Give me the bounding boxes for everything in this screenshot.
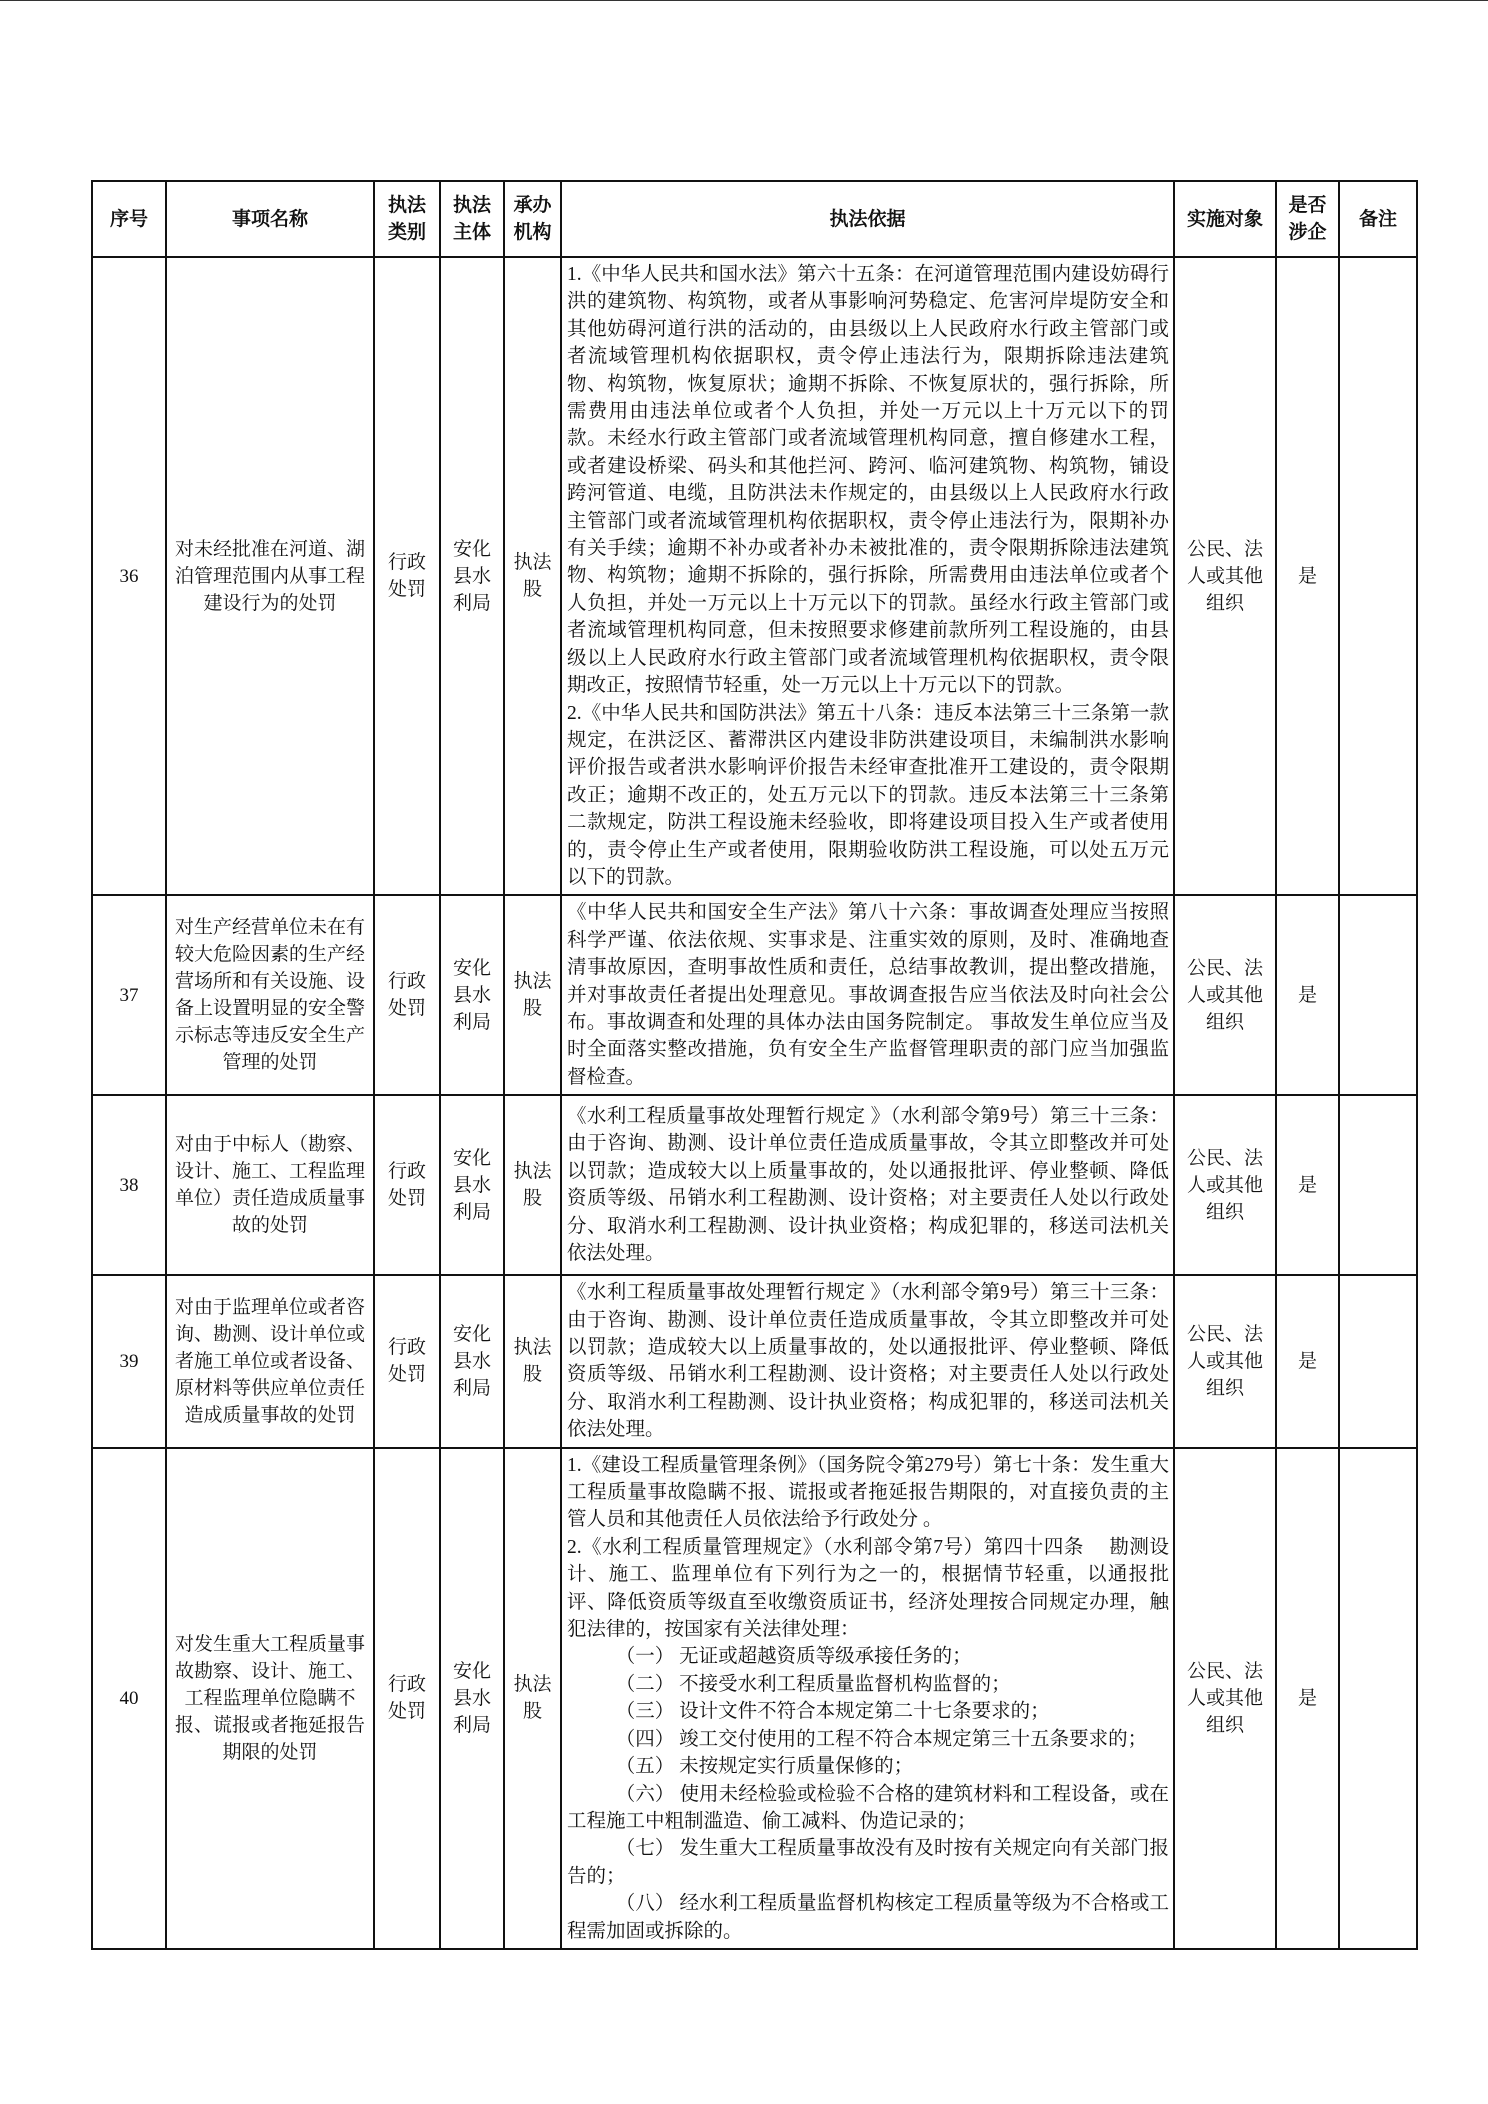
table-row <box>92 1095 1417 1275</box>
enforcement-basis <box>561 257 1174 895</box>
item-name: 对发生重大工程质量事故勘察、设计、施工、工程监理单位隐瞒不报、谎报或者拖延报告期限的处罚 <box>166 1448 374 1949</box>
enforcement-category: 行政处罚 <box>374 1095 440 1275</box>
table-header-row <box>92 181 1417 257</box>
enforcement-subject: 安化县水利局 <box>440 1095 504 1275</box>
handling-unit: 执法股 <box>504 257 561 895</box>
implementation-target: 公民、法人或其他组织 <box>1174 895 1276 1095</box>
implementation-target: 公民、法人或其他组织 <box>1174 1275 1276 1447</box>
remark <box>1339 1448 1417 1949</box>
basis-item: （七） 发生重大工程质量事故没有及时按有关规定向有关部门报告的； <box>567 1838 1169 1887</box>
table-row <box>92 895 1417 1095</box>
basis-item: （二） 不接受水利工程质量监督机构监督的； <box>615 1673 1011 1695</box>
involves-enterprise: 是 <box>1276 1448 1339 1949</box>
handling-unit: 执法股 <box>504 1275 561 1447</box>
handling-unit: 执法股 <box>504 1095 561 1275</box>
enforcement-basis <box>561 1448 1174 1949</box>
header-subject: 执法主体 <box>440 181 504 257</box>
table-row <box>92 257 1417 895</box>
involves-enterprise: 是 <box>1276 895 1339 1095</box>
header-remark: 备注 <box>1339 181 1417 257</box>
enforcement-subject: 安化县水利局 <box>440 1275 504 1447</box>
involves-enterprise: 是 <box>1276 1275 1339 1447</box>
enforcement-category: 行政处罚 <box>374 1275 440 1447</box>
row-number: 39 <box>92 1275 166 1447</box>
row-number: 36 <box>92 257 166 895</box>
header-item-name: 事项名称 <box>166 181 374 257</box>
involves-enterprise: 是 <box>1276 1095 1339 1275</box>
implementation-target: 公民、法人或其他组织 <box>1174 257 1276 895</box>
enforcement-subject: 安化县水利局 <box>440 895 504 1095</box>
basis-paragraph: 《中华人民共和国安全生产法》第八十六条：事故调查处理应当按照科学严谨、依法依规、实事求是、注重实效的原则，及时、准确地查清事故原因，查明事故性质和责任，总结事故教训，提出整改措施，并对事故责任者提出处理意见。事故调查报告应当依法及时向社会公布。事故调查和处理的具体办法由国务院制定。 事故发生单位应当及时全面落实整改措施，负有安全生产监督管理职责的部门应当加强监督检查。 <box>567 902 1169 1088</box>
handling-unit: 执法股 <box>504 1448 561 1949</box>
basis-paragraph: 《水利工程质量事故处理暂行规定 》（水利部令第9号）第三十三条：由于咨询、勘测、设计单位责任造成质量事故，令其立即整改并可处以罚款；造成较大以上质量事故的，处以通报批评、停业整顿、降低资质等级、吊销水利工程勘测、设计资格；对主要责任人处以行政处分、取消水利工程勘测、设计执业资格；构成犯罪的，移送司法机关依法处理。 <box>567 1282 1169 1441</box>
handling-unit: 执法股 <box>504 895 561 1095</box>
enforcement-basis <box>561 1275 1174 1447</box>
row-number: 38 <box>92 1095 166 1275</box>
basis-item: （五） 未按规定实行质量保修的； <box>615 1756 914 1778</box>
implementation-target: 公民、法人或其他组织 <box>1174 1448 1276 1949</box>
enforcement-subject: 安化县水利局 <box>440 1448 504 1949</box>
enforcement-basis <box>561 895 1174 1095</box>
item-name: 对生产经营单位未在有较大危险因素的生产经营场所和有关设施、设备上设置明显的安全警示标志等违反安全生产管理的处罚 <box>166 895 374 1095</box>
row-number: 37 <box>92 895 166 1095</box>
header-basis: 执法依据 <box>561 181 1174 257</box>
basis-paragraph: 2.《水利工程质量管理规定》（水利部令第7号）第四十四条 勘测设计、施工、监理单位有下列行为之一的，根据情节轻重，以通报批评、降低资质等级直至收缴资质证书，经济处理按合同规定办理，触犯法律的，按国家有关法律处理： <box>567 1536 1169 1641</box>
table-row <box>92 1275 1417 1447</box>
basis-paragraph: 1.《建设工程质量管理条例》（国务院令第279号）第七十条：发生重大工程质量事故隐瞒不报、谎报或者拖延报告期限的，对直接负责的主管人员和其他责任人员依法给予行政处分 。 <box>567 1454 1169 1531</box>
law-enforcement-table <box>91 180 1418 1950</box>
basis-paragraph: 《水利工程质量事故处理暂行规定 》（水利部令第9号）第三十三条：由于咨询、勘测、设计单位责任造成质量事故，令其立即整改并可处以罚款；造成较大以上质量事故的，处以通报批评、停业整顿、降低资质等级、吊销水利工程勘测、设计资格；对主要责任人处以行政处分、取消水利工程勘测、设计执业资格；构成犯罪的，移送司法机关依法处理。 <box>567 1105 1169 1264</box>
enforcement-category: 行政处罚 <box>374 257 440 895</box>
involves-enterprise: 是 <box>1276 257 1339 895</box>
item-name: 对由于监理单位或者咨询、勘测、设计单位或者施工单位或者设备、原材料等供应单位责任造成质量事故的处罚 <box>166 1275 374 1447</box>
header-target: 实施对象 <box>1174 181 1276 257</box>
header-category: 执法类别 <box>374 181 440 257</box>
item-name: 对由于中标人（勘察、设计、施工、工程监理单位）责任造成质量事故的处罚 <box>166 1095 374 1275</box>
basis-paragraph: 2.《中华人民共和国防洪法》第五十八条：违反本法第三十三条第一款规定，在洪泛区、蓄滞洪区内建设非防洪建设项目，未编制洪水影响评价报告或者洪水影响评价报告未经审查批准开工建设的，责令限期改正；逾期不改正的，处五万元以下的罚款。违反本法第三十三条第二款规定，防洪工程设施未经验收，即将建设项目投入生产或者使用的，责令停止生产或者使用，限期验收防洪工程设施，可以处五万元以下的罚款。 <box>567 702 1169 888</box>
remark <box>1339 1095 1417 1275</box>
row-number: 40 <box>92 1448 166 1949</box>
remark <box>1339 257 1417 895</box>
table-row <box>92 1448 1417 1949</box>
basis-paragraph: 1.《中华人民共和国水法》第六十五条：在河道管理范围内建设妨碍行洪的建筑物、构筑物，或者从事影响河势稳定、危害河岸堤防安全和其他妨碍河道行洪的活动的，由县级以上人民政府水行政主管部门或者流域管理机构依据职权，责令停止违法行为，限期拆除违法建筑物、构筑物，恢复原状；逾期不拆除、不恢复原状的，强行拆除，所需费用由违法单位或者个人负担，并处一万元以上十万元以下的罚款。未经水行政主管部门或者流域管理机构同意，擅自修建水工程，或者建设桥梁、码头和其他拦河、跨河、临河建筑物、构筑物，铺设跨河管道、电缆，且防洪法未作规定的，由县级以上人民政府水行政主管部门或者流域管理机构依据职权，责令停止违法行为，限期补办有关手续；逾期不补办或者补办未被批准的，责令限期拆除违法建筑物、构筑物；逾期不拆除的，强行拆除，所需费用由违法单位或者个人负担，并处一万元以上十万元以下的罚款。虽经水行政主管部门或者流域管理机构同意，但未按照要求修建前款所列工程设施的，由县级以上人民政府水行政主管部门或者流域管理机构依据职权，责令限期改正，按照情节轻重，处一万元以上十万元以下的罚款。 <box>567 264 1169 697</box>
header-enterprise: 是否涉企 <box>1276 181 1339 257</box>
remark <box>1339 895 1417 1095</box>
basis-item: （四） 竣工交付使用的工程不符合本规定第三十五条要求的； <box>615 1728 1148 1750</box>
enforcement-basis <box>561 1095 1174 1275</box>
basis-item: （八） 经水利工程质量监督机构核定工程质量等级为不合格或工程需加固或拆除的。 <box>567 1893 1169 1942</box>
header-no: 序号 <box>92 181 166 257</box>
basis-item: （六） 使用未经检验或检验不合格的建筑材料和工程设备，或在工程施工中粗制滥造、偷工减料、伪造记录的； <box>567 1783 1169 1832</box>
enforcement-subject: 安化县水利局 <box>440 257 504 895</box>
enforcement-category: 行政处罚 <box>374 1448 440 1949</box>
enforcement-category: 行政处罚 <box>374 895 440 1095</box>
basis-item: （一） 无证或超越资质等级承接任务的； <box>615 1646 972 1668</box>
header-unit: 承办机构 <box>504 181 561 257</box>
remark <box>1339 1275 1417 1447</box>
basis-item: （三） 设计文件不符合本规定第二十七条要求的； <box>615 1701 1050 1723</box>
implementation-target: 公民、法人或其他组织 <box>1174 1095 1276 1275</box>
item-name: 对未经批准在河道、湖泊管理范围内从事工程建设行为的处罚 <box>166 257 374 895</box>
page-top-border <box>0 0 1488 1</box>
